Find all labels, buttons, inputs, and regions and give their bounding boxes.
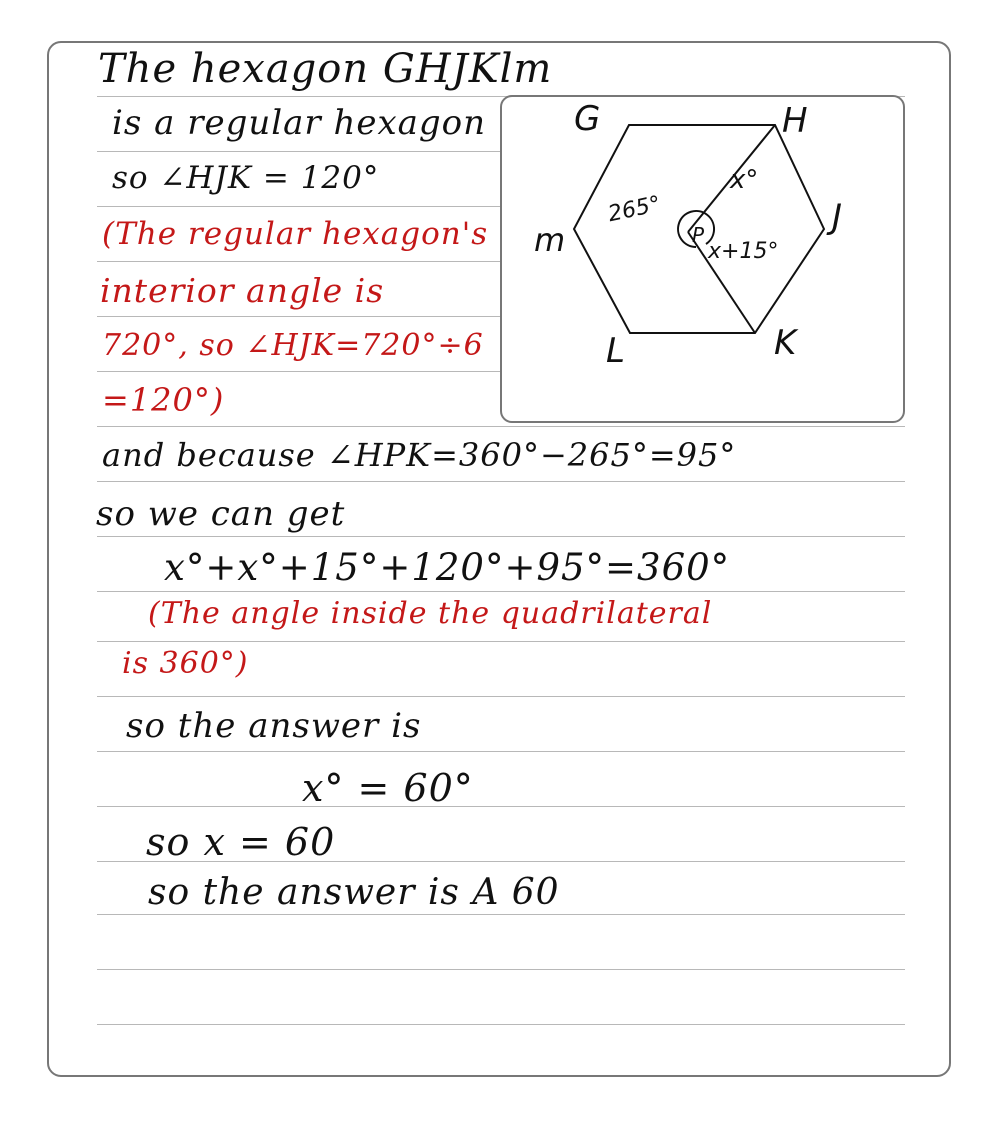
text-line-6: 720°, so ∠HJK=720°÷6 [102,328,484,363]
ruled-line [97,591,905,592]
text-line-14: x° = 60° [302,766,474,810]
ruled-line [97,481,905,482]
text-line-16: so the answer is A 60 [148,872,560,913]
text-line-1: The hexagon GHJKlm [98,46,553,92]
ruled-line [97,751,905,752]
text-line-3: so ∠HJK = 120° [112,160,380,196]
point-label-p: P [692,223,705,247]
ruled-line [97,641,905,642]
ruled-line [97,1024,905,1025]
ruled-line [97,806,905,807]
text-line-10: x°+x°+15°+120°+95°=360° [164,546,731,589]
ruled-line [97,696,905,697]
vertex-label-k: K [774,323,797,363]
text-line-4: (The regular hexagon's [102,216,489,252]
text-line-11: (The angle inside the quadrilateral [148,596,713,631]
text-line-7: =120°) [102,381,225,419]
text-line-8: and because ∠HPK=360°−265°=95° [102,436,737,474]
vertex-label-j: J [832,197,843,237]
vertex-label-h: H [782,101,808,141]
text-line-12: is 360°) [122,646,249,681]
angle-label-x: x° [730,165,759,195]
angle-label-x-plus-15: x+15° [708,239,779,264]
vertex-label-m: m [534,221,566,259]
ruled-line [97,914,905,915]
text-line-15: so x = 60 [146,820,336,864]
ruled-line [97,536,905,537]
vertex-label-l: L [606,331,625,371]
vertex-label-g: G [574,99,601,139]
ruled-line [97,969,905,970]
hexagon-diagram [502,97,903,421]
angle-label-265: 265° [605,191,664,228]
text-line-13: so the answer is [126,706,422,746]
ruled-line [97,426,905,427]
text-line-2: is a regular hexagon [112,103,487,143]
text-line-9: so we can get [96,494,346,534]
text-line-5: interior angle is [100,271,385,310]
hexagon-diagram-box [500,95,905,423]
